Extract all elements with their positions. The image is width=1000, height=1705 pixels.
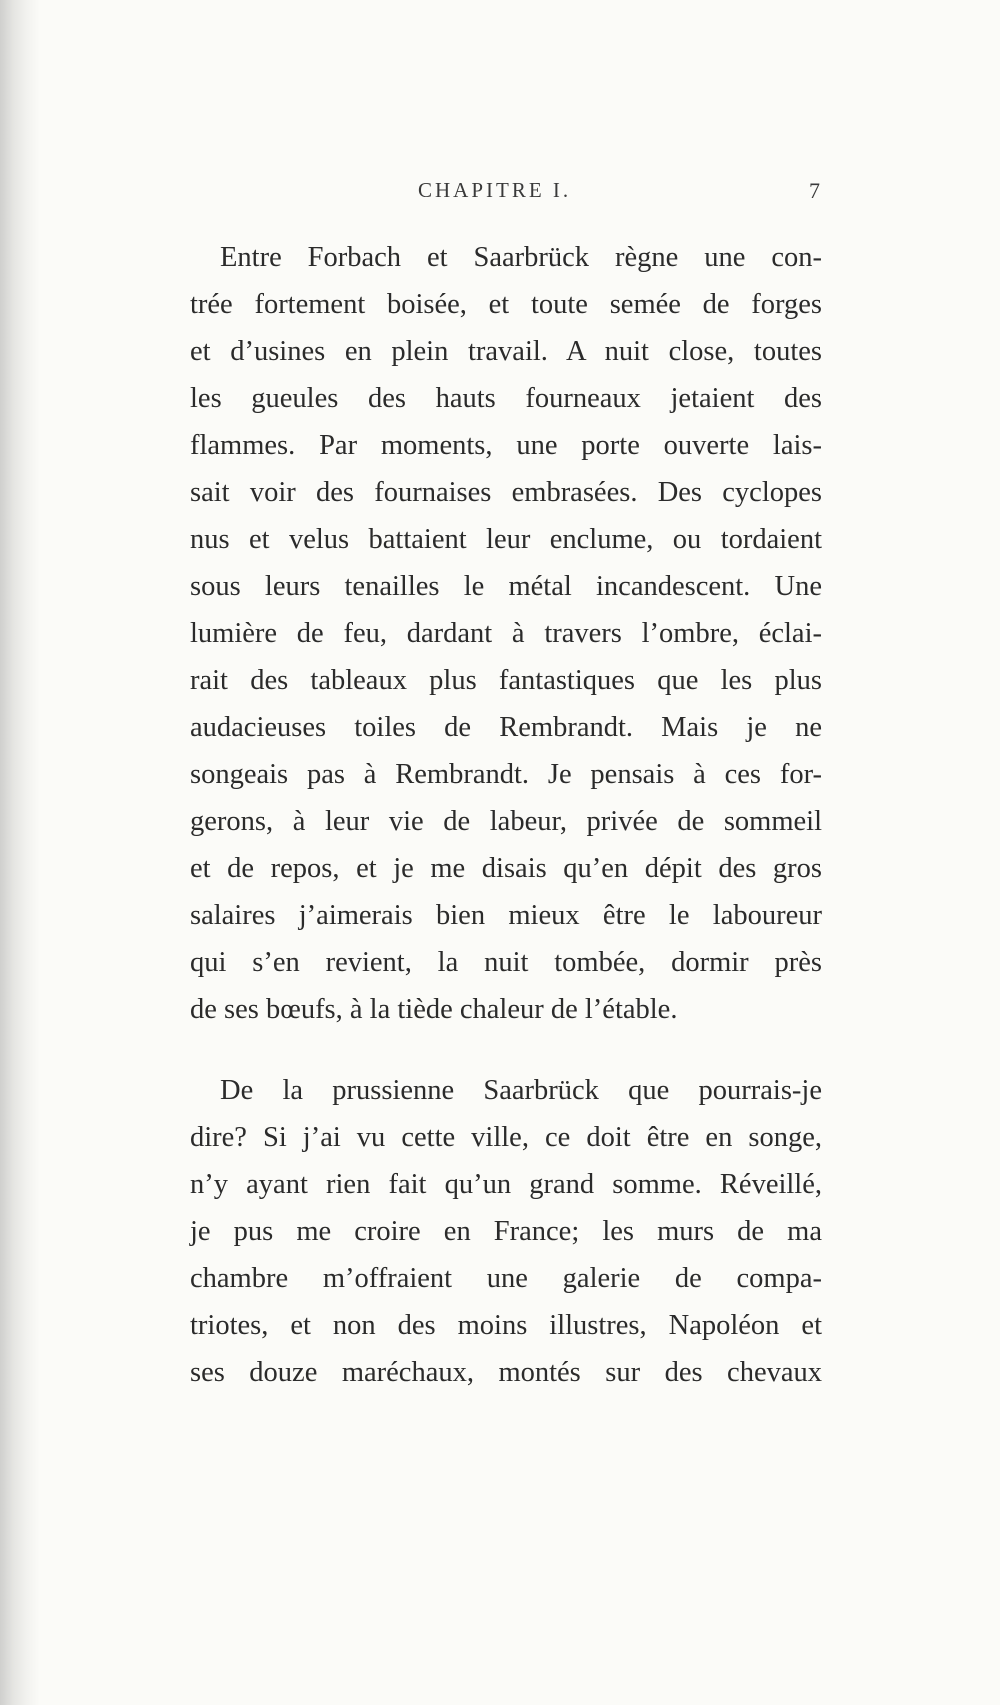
text-line: et d’usines en plein travail. A nuit close, toutes <box>190 336 822 367</box>
text-line: trée fortement boisée, et toute semée de forges <box>190 289 822 320</box>
text-line: dire? Si j’ai vu cette ville, ce doit être en songe, <box>190 1122 822 1153</box>
text-line: lumière de feu, dardant à travers l’ombre, éclai- <box>190 618 822 649</box>
text-line: gerons, à leur vie de labeur, privée de sommeil <box>190 806 822 837</box>
page-header <box>190 178 820 208</box>
text-line: salaires j’aimerais bien mieux être le laboureur <box>190 900 822 931</box>
running-title: CHAPITRE I. <box>418 178 572 202</box>
page-number: 7 <box>809 178 820 203</box>
text-line: nus et velus battaient leur enclume, ou tordaient <box>190 524 822 555</box>
page-gutter-shadow <box>0 0 40 1705</box>
text-line: de ses bœufs, à la tiède chaleur de l’étable. <box>190 994 678 1025</box>
text-line: ses douze maréchaux, montés sur des chevaux <box>190 1357 822 1388</box>
text-line: je pus me croire en France; les murs de ma <box>190 1216 822 1247</box>
text-line: songeais pas à Rembrandt. Je pensais à ces for- <box>190 759 822 790</box>
paragraph-1 <box>190 234 822 1033</box>
text-line: flammes. Par moments, une porte ouverte lais- <box>190 430 822 461</box>
text-line: n’y ayant rien fait qu’un grand somme. Réveillé, <box>190 1169 822 1200</box>
text-line: chambre m’offraient une galerie de compa- <box>190 1263 822 1294</box>
text-line: triotes, et non des moins illustres, Napoléon et <box>190 1310 822 1341</box>
text-line: qui s’en revient, la nuit tombée, dormir près <box>190 947 822 978</box>
paragraph-2 <box>190 1067 822 1396</box>
text-line: sait voir des fournaises embrasées. Des cyclopes <box>190 477 822 508</box>
text-line: les gueules des hauts fourneaux jetaient des <box>190 383 822 414</box>
text-line: Entre Forbach et Saarbrück règne une con- <box>220 242 822 273</box>
text-line: De la prussienne Saarbrück que pourrais-je <box>220 1075 822 1106</box>
text-line: rait des tableaux plus fantastiques que les plus <box>190 665 822 696</box>
text-line: audacieuses toiles de Rembrandt. Mais je ne <box>190 712 822 743</box>
text-line: et de repos, et je me disais qu’en dépit des gros <box>190 853 822 884</box>
text-line: sous leurs tenailles le métal incandescent. Une <box>190 571 822 602</box>
